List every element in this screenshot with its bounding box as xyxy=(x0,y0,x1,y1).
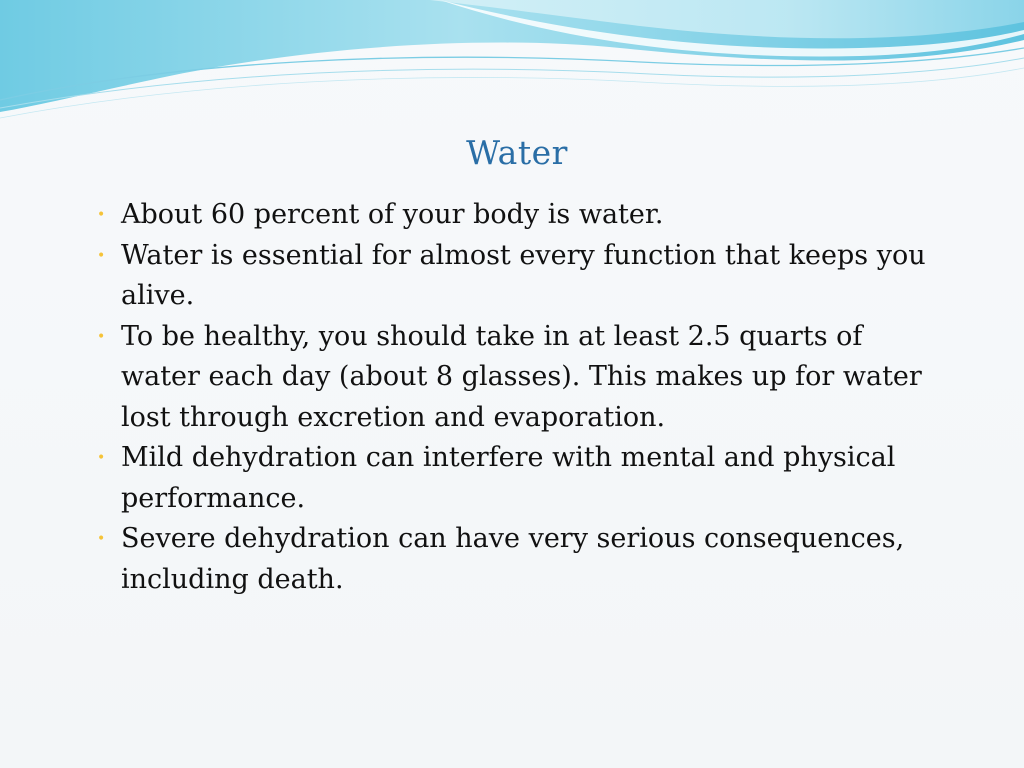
bullet-icon: • xyxy=(97,247,106,264)
bullet-text: Severe dehydration can have very serious consequences, including death. xyxy=(121,523,905,595)
bullet-text: Water is essential for almost every function that keeps you alive. xyxy=(121,239,926,311)
bullet-icon: • xyxy=(97,207,106,223)
bullet-text: Mild dehydration can interfere with mental and physical performance. xyxy=(121,442,896,514)
bullet-item xyxy=(97,195,927,236)
bullet-list xyxy=(97,195,927,600)
wave-decoration xyxy=(0,0,1024,130)
slide-title: Water xyxy=(466,133,568,172)
bullet-item xyxy=(97,519,927,600)
bullet-icon: • xyxy=(97,450,106,466)
bullet-text: About 60 percent of your body is water. xyxy=(121,199,664,230)
bullet-icon: • xyxy=(97,531,106,547)
bullet-text: To be healthy, you should take in at least 2.5 quarts of water each day (about 8 glasses). This makes up for water lost through excretion and evaporation. xyxy=(121,320,922,433)
bullet-icon: • xyxy=(97,328,106,345)
bullet-item xyxy=(97,438,927,519)
bullet-item xyxy=(97,317,927,439)
bullet-item xyxy=(97,236,927,317)
